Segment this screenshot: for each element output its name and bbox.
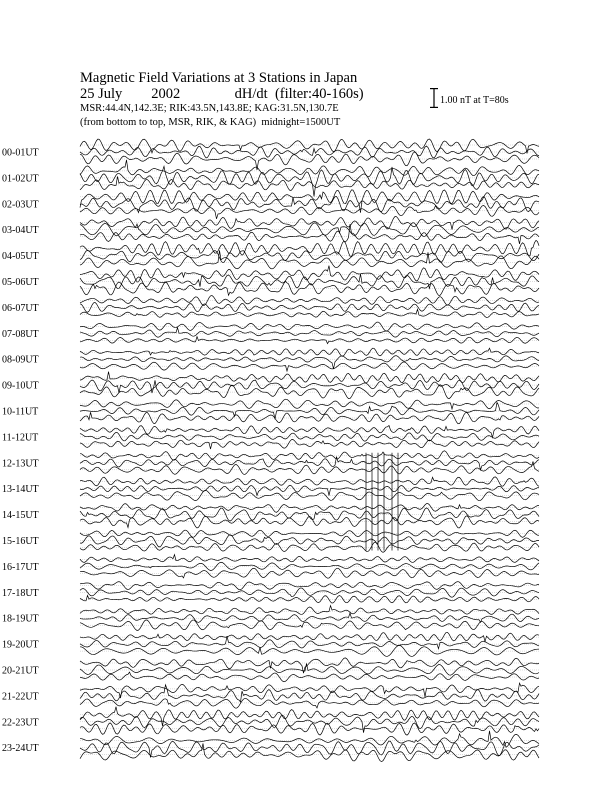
trace-msr: [80, 723, 539, 735]
chart-title: Magnetic Field Variations at 3 Stations in Japan: [80, 70, 358, 86]
trace-kag: [80, 555, 539, 563]
trace-msr: [80, 224, 539, 244]
year: 2002: [151, 86, 181, 102]
trace-rik: [80, 380, 539, 393]
trace-kag: [80, 372, 539, 383]
hour-label: 11-12UT: [2, 432, 39, 444]
trace-kag: [80, 451, 539, 460]
trace-kag: [80, 707, 539, 726]
trace-kag: [80, 530, 539, 537]
trace-msr: [80, 698, 539, 708]
scale-label: 1.00 nT at T=80s: [440, 95, 509, 106]
trace-msr: [80, 205, 539, 218]
trace-msr: [80, 516, 539, 528]
trace-kag: [80, 606, 539, 615]
hour-label: 23-24UT: [2, 743, 39, 755]
trace-kag: [80, 658, 539, 673]
trace-kag: [80, 504, 539, 513]
hour-label: 14-15UT: [2, 510, 39, 522]
trace-rik: [80, 356, 539, 369]
hour-label: 08-09UT: [2, 354, 39, 366]
trace-kag: [80, 217, 539, 230]
trace-rik: [80, 636, 539, 649]
hour-label: 12-13UT: [2, 458, 39, 470]
hour-label: 07-08UT: [2, 328, 39, 340]
hour-label: 01-02UT: [2, 173, 39, 185]
trace-rik: [80, 328, 539, 338]
station-list: MSR:44.4N,142.3E; RIK:43.5N,143.8E; KAG:31.5N,130.7E: [80, 103, 339, 114]
hour-label: 17-18UT: [2, 587, 39, 599]
hour-label: 10-11UT: [2, 406, 39, 418]
hour-label: 21-22UT: [2, 691, 39, 703]
hour-label: 19-20UT: [2, 639, 39, 651]
trace-msr: [80, 176, 539, 190]
trace-rik: [80, 535, 539, 547]
hour-label: 16-17UT: [2, 561, 39, 573]
trace-msr: [80, 440, 539, 449]
hour-label: 09-10UT: [2, 380, 39, 392]
hour-label: 03-04UT: [2, 225, 39, 237]
hour-label: 02-03UT: [2, 199, 39, 211]
trace-rik: [80, 663, 539, 675]
hour-label: 15-16UT: [2, 536, 39, 547]
trace-kag: [80, 731, 539, 747]
hour-label: 13-14UT: [2, 484, 39, 496]
trace-msr: [80, 362, 539, 371]
hour-label: 06-07UT: [2, 302, 39, 314]
quantity: dH/dt: [234, 86, 268, 102]
hour-label: 18-19UT: [2, 613, 39, 625]
hour-label: 20-21UT: [2, 665, 39, 677]
trace-kag: [80, 582, 539, 590]
hour-label: 22-23UT: [2, 717, 39, 729]
hour-label: 00-01UT: [2, 147, 39, 159]
hour-label: 04-05UT: [2, 251, 39, 263]
trace-rik: [80, 485, 539, 495]
trace-rik: [80, 613, 539, 622]
trace-kag: [80, 266, 539, 282]
order-note: (from bottom to top, MSR, RIK, & KAG) midnight=1500UT: [80, 117, 341, 128]
trace-msr: [80, 250, 539, 268]
hour-label: 05-06UT: [2, 277, 39, 288]
date: 25 July: [80, 86, 123, 102]
trace-msr: [80, 542, 539, 552]
trace-msr: [80, 743, 539, 761]
trace-msr: [80, 152, 539, 170]
trace-msr: [80, 568, 539, 578]
trace-rik: [80, 588, 539, 597]
filter: (filter:40-160s): [274, 86, 364, 102]
trace-msr: [80, 309, 539, 317]
